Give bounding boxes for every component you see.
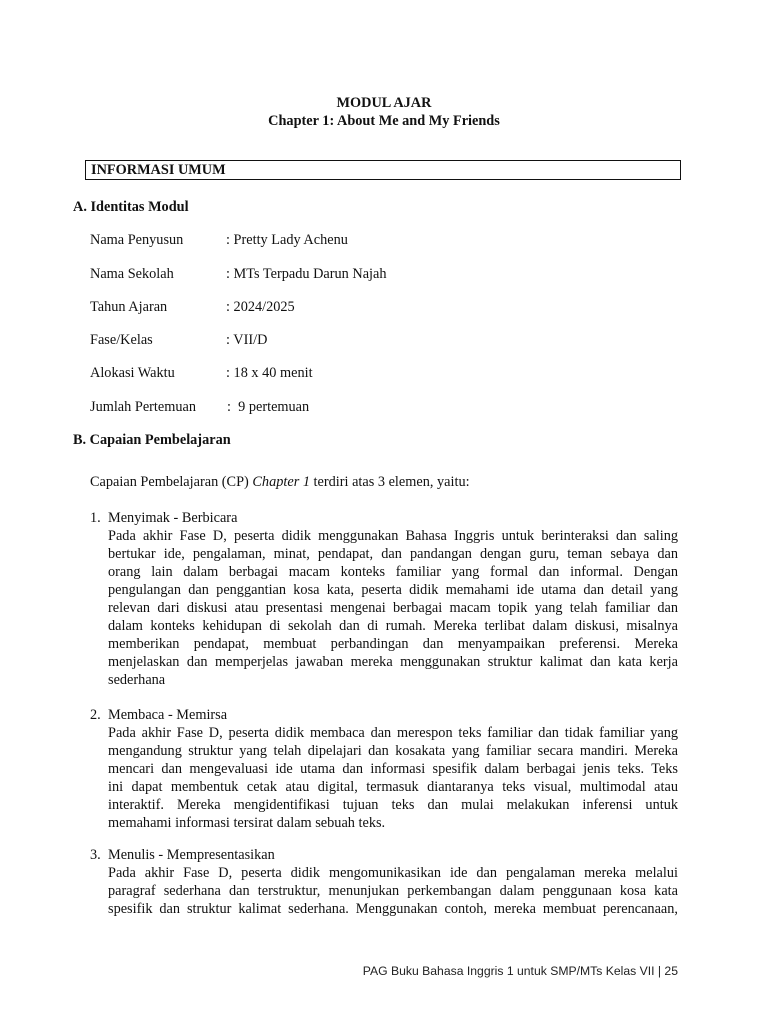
identity-label: Nama Sekolah bbox=[90, 266, 174, 282]
intro-italic: Chapter 1 bbox=[252, 474, 310, 490]
body-line: pengulangan dan penggantian kosa kata, peserta didik memahami ide utama dan detail yang bbox=[108, 582, 678, 598]
intro-text: Capaian Pembelajaran (CP) bbox=[90, 474, 253, 490]
body-line: menjelaskan dan memperjelas jawaban mereka menggunakan struktur kalimat dan kata kerja bbox=[108, 654, 678, 670]
item-number: 3. bbox=[90, 847, 101, 863]
item-body bbox=[108, 864, 678, 918]
body-line: sederhana bbox=[108, 672, 166, 688]
body-line: ini dapat membentuk cetak atau digital, termasuk diantaranya teks visual, multimodal atau bbox=[108, 779, 678, 795]
body-line: dalam konteks kehidupan di sekolah dan di rumah. Mereka terlibat dalam diskusi, misalnya bbox=[108, 618, 678, 634]
body-line: spesifik dan struktur kalimat sederhana. Menggunakan contoh, mereka membuat perencanaan, bbox=[108, 901, 678, 917]
body-line: Pada akhir Fase D, peserta didik mengomunikasikan ide dan pengalaman mereka melalui bbox=[108, 865, 678, 881]
body-line: memberikan pendapat, membuat perbandingan dan menyampaikan preferensi. Mereka bbox=[108, 636, 678, 652]
body-line: orang lain dalam berbagai macam konteks familiar yang formal dan informal. Dengan bbox=[108, 564, 678, 580]
identity-value: : VII/D bbox=[226, 332, 268, 348]
identity-value: : 2024/2025 bbox=[226, 299, 295, 315]
identity-label: Jumlah Pertemuan bbox=[90, 399, 197, 415]
body-line: Pada akhir Fase D, peserta didik membaca dan merespon teks familiar dan tidak familiar yang bbox=[108, 725, 678, 741]
section-a-heading: A. Identitas Modul bbox=[73, 199, 189, 215]
identity-value: : MTs Terpadu Darun Najah bbox=[226, 266, 387, 282]
body-line: Pada akhir Fase D, peserta didik menggunakan Bahasa Inggris untuk berinteraksi dan saling bbox=[108, 528, 678, 544]
item-number: 2. bbox=[90, 707, 101, 723]
item-heading: Membaca - Memirsa bbox=[108, 707, 228, 723]
identity-label: Nama Penyusun bbox=[90, 232, 184, 248]
body-line: bertukar ide, pengalaman, minat, pendapat, dan pandangan dengan guru, teman sebaya dan bbox=[108, 546, 678, 562]
body-line: memahami informasi tersirat dalam sebuah teks. bbox=[108, 815, 386, 831]
page-footer: PAG Buku Bahasa Inggris 1 untuk SMP/MTs Kelas VII | 25 bbox=[362, 964, 678, 978]
identity-value: : 9 pertemuan bbox=[227, 399, 310, 415]
document-subtitle: Chapter 1: About Me and My Friends bbox=[268, 113, 500, 129]
section-b-heading: B. Capaian Pembelajaran bbox=[73, 432, 231, 448]
body-line: interaktif. Mereka mengidentifikasi tujuan teks dan mulai melakukan inferensi untuk bbox=[108, 797, 678, 813]
document-title: MODUL AJAR bbox=[336, 95, 432, 111]
intro-text: terdiri atas 3 elemen, yaitu: bbox=[309, 474, 470, 490]
section-b-intro bbox=[90, 473, 470, 491]
body-line: mencari dan mengevaluasi ide utama dan informasi spesifik dalam berbagai jenis teks. Teks bbox=[108, 761, 678, 777]
item-heading: Menyimak - Berbicara bbox=[108, 510, 238, 526]
body-line: mengandung struktur yang telah dipelajari dan kosakata yang familiar secara mandiri. Mereka bbox=[108, 743, 678, 759]
item-body bbox=[108, 724, 678, 832]
identity-label: Alokasi Waktu bbox=[90, 365, 175, 381]
identity-label: Tahun Ajaran bbox=[90, 299, 168, 315]
info-box-label: INFORMASI UMUM bbox=[91, 162, 226, 178]
info-box bbox=[85, 160, 681, 180]
identity-value: : 18 x 40 menit bbox=[226, 365, 313, 381]
body-line: relevan dari diskusi atau presentasi mengenai berbagai macam topik yang telah familiar dan bbox=[108, 600, 678, 616]
identity-label: Fase/Kelas bbox=[90, 332, 153, 348]
item-body bbox=[108, 527, 678, 689]
item-number: 1. bbox=[90, 510, 101, 526]
identity-value: : Pretty Lady Achenu bbox=[226, 232, 348, 248]
body-line: paragraf sederhana dan terstruktur, menunjukan perkembangan dalam penggunaan kosa kata bbox=[108, 883, 678, 899]
item-heading: Menulis - Mempresentasikan bbox=[108, 847, 275, 863]
